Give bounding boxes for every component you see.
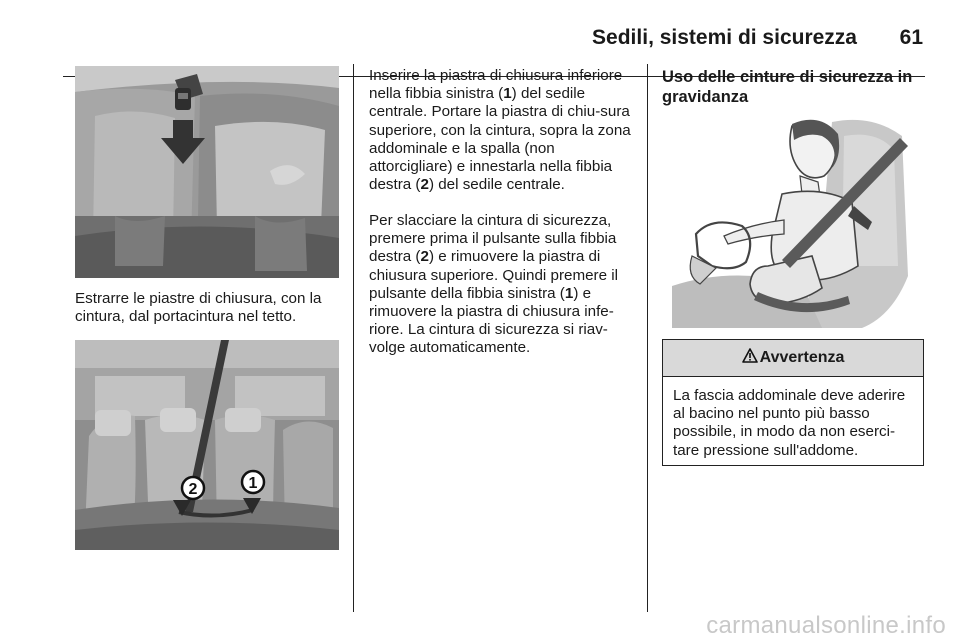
warning-triangle-icon [742, 348, 758, 368]
figure-roof-belt-holder [75, 66, 339, 278]
figure-rear-seats-buckles [75, 340, 339, 550]
warning-header [663, 340, 923, 377]
figure2-label-2: 2 [188, 481, 198, 498]
footer-watermark: carmanualsonline.info [706, 612, 946, 639]
figure2-label-1: 1 [248, 475, 258, 492]
figure1-caption: Estrarre le piastre di chiusura, con la cintura, dal portacintura nel tetto. [75, 290, 322, 326]
page-header [63, 26, 925, 52]
figure-pregnancy-belt [672, 116, 924, 328]
pregnancy-belt-illustration [672, 116, 924, 328]
rear-seats-illustration [75, 340, 339, 550]
warning-box [662, 339, 924, 466]
roof-belt-illustration [75, 66, 339, 278]
paragraph-unfasten-belt: Per slacciare la cintura di sicurezza, premere prima il pulsante sulla fibbia destra (2) e rimuovere la piastra di chiusura superiore. Quindi premere il pulsante della fibbia sinistra (1) e rimuovere la piastra di chiusura infe-riore. La cintura di sicurezza si riav-volge automaticamente. [369, 212, 619, 357]
column-divider-left [353, 64, 354, 612]
section-title-pregnancy: Uso delle cinture di sicurezza in gravidanza [662, 68, 913, 106]
warning-title: Avvertenza [759, 349, 845, 366]
column-divider-right [647, 64, 648, 612]
page-number: 61 [899, 26, 923, 49]
paragraph-fasten-belt: Inserire la piastra di chiusura inferiore nella fibbia sinistra (1) del sedile centrale. Portare la piastra di chiu-sura superiore, con la cintura, sopra la zona addominale e la spalla (non attorcigliare) e innestarla nella fibbia destra (2) del sedile centrale. [369, 67, 631, 194]
page-title: Sedili, sistemi di sicurezza [592, 26, 857, 49]
warning-body: La fascia addominale deve aderire al bacino nel punto più basso possibile, in modo da non eserci-tare pressione sull'addome. [673, 387, 906, 459]
